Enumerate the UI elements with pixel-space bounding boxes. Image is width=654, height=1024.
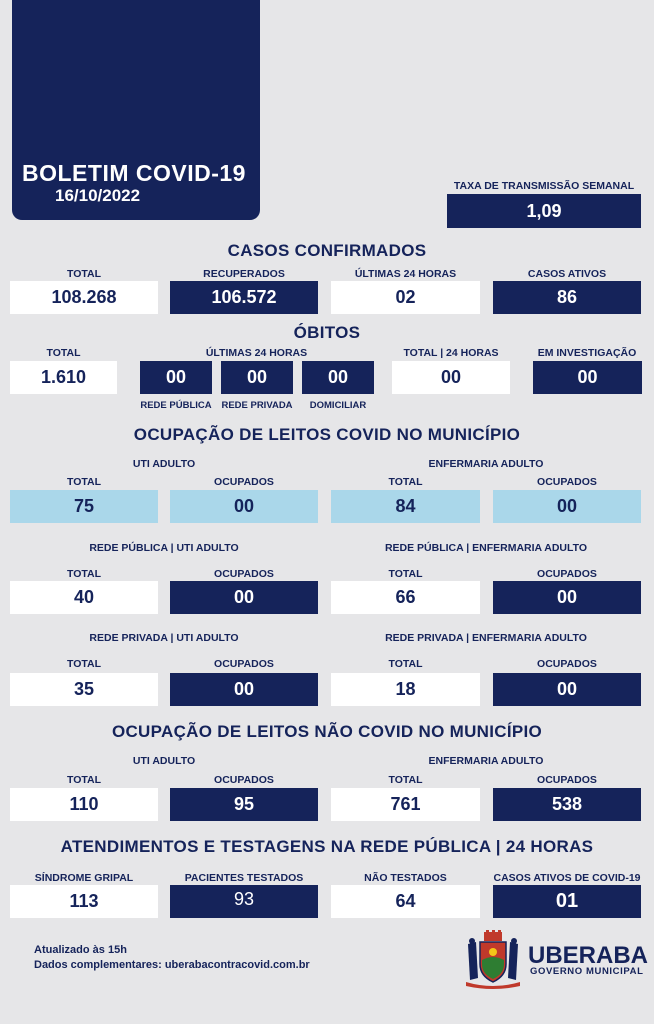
active-covid-label: CASOS ATIVOS DE COVID-19 [493,872,641,884]
non-covid-icu-occupied-value: 95 [170,788,318,821]
tested-label: PACIENTES TESTADOS [184,872,304,884]
covid-icu-label: UTI ADULTO [132,458,196,470]
not-tested-value: 64 [331,885,480,918]
cases-total-value: 108.268 [10,281,158,314]
covid-icu-occupied-label: OCUPADOS [214,476,274,488]
non-covid-ward-total-label: TOTAL [388,774,423,786]
public-ward-occupied-label: OCUPADOS [537,568,597,580]
non-covid-ward-occupied-value: 538 [493,788,641,821]
cases-active-value: 86 [493,281,641,314]
brand-name: UBERABA [528,942,648,969]
private-ward-label: REDE PRIVADA | ENFERMARIA ADULTO [385,632,587,644]
private-ward-total-value: 18 [331,673,480,706]
non-covid-icu-total-value: 110 [10,788,158,821]
extra-data-link[interactable]: Dados complementares: uberabacontracovid.com.br [34,959,310,971]
public-ward-label: REDE PÚBLICA | ENFERMARIA ADULTO [384,542,588,554]
transmission-rate-value: 1,09 [447,194,641,228]
deaths-home-value: 00 [302,361,374,394]
cases-24h-label: ÚLTIMAS 24 HORAS [354,268,457,280]
public-ward-total-label: TOTAL [388,568,423,580]
deaths-investigation-value: 00 [533,361,642,394]
public-icu-occupied-label: OCUPADOS [214,568,274,580]
deaths-total-label: TOTAL [46,347,81,359]
deaths-private-value: 00 [221,361,293,394]
deaths-total24-value: 00 [392,361,510,394]
covid-ward-label: ENFERMARIA ADULTO [428,458,544,470]
covid-beds-title: OCUPAÇÃO DE LEITOS COVID NO MUNICÍPIO [133,425,521,444]
non-covid-icu-total-label: TOTAL [66,774,102,786]
cases-recovered-label: RECUPERADOS [203,268,285,280]
deaths-public-label: REDE PÚBLICA [140,400,212,411]
active-covid-value: 01 [493,885,641,918]
public-icu-total-label: TOTAL [66,568,102,580]
private-icu-total-label: TOTAL [66,658,102,670]
private-icu-occupied-label: OCUPADOS [214,658,274,670]
updated-text: Atualizado às 15h [34,944,127,956]
deaths-private-label: REDE PRIVADA [221,400,293,411]
public-icu-total-value: 40 [10,581,158,614]
private-ward-occupied-label: OCUPADOS [537,658,597,670]
private-icu-label: REDE PRIVADA | UTI ADULTO [89,632,239,644]
brand-subtitle: GOVERNO MUNICIPAL [530,966,644,977]
private-icu-occupied-value: 00 [170,673,318,706]
not-tested-label: NÃO TESTADOS [364,872,447,884]
deaths-total-value: 1.610 [10,361,117,394]
deaths-title: ÓBITOS [293,323,361,342]
deaths-investigation-label: EM INVESTIGAÇÃO [537,347,637,359]
bulletin-title: BOLETIM COVID-19 [22,160,246,186]
tested-value: 93 [170,885,318,918]
flu-syndrome-value: 113 [10,885,158,918]
covid-icu-total-label: TOTAL [66,476,102,488]
covid-ward-total-label: TOTAL [388,476,423,488]
deaths-24h-label: ÚLTIMAS 24 HORAS [205,347,308,359]
cases-total-label: TOTAL [66,268,102,280]
private-icu-total-value: 35 [10,673,158,706]
deaths-home-label: DOMICILIAR [309,400,367,411]
non-covid-ward-total-value: 761 [331,788,480,821]
public-icu-occupied-value: 00 [170,581,318,614]
covid-icu-total-value: 75 [10,490,158,523]
non-covid-icu-label: UTI ADULTO [132,755,196,767]
non-covid-icu-occupied-label: OCUPADOS [214,774,274,786]
public-ward-total-value: 66 [331,581,480,614]
testing-title: ATENDIMENTOS E TESTAGENS NA REDE PÚBLICA | 24 HORAS [60,837,594,856]
private-ward-occupied-value: 00 [493,673,641,706]
cases-recovered-value: 106.572 [170,281,318,314]
cases-active-label: CASOS ATIVOS [527,268,607,280]
transmission-rate-label: TAXA DE TRANSMISSÃO SEMANAL [453,180,635,192]
non-covid-ward-label: ENFERMARIA ADULTO [428,755,544,767]
deaths-public-value: 00 [140,361,212,394]
cases-24h-value: 02 [331,281,480,314]
covid-icu-occupied-value: 00 [170,490,318,523]
flu-syndrome-label: SÍNDROME GRIPAL [34,872,134,884]
private-ward-total-label: TOTAL [388,658,423,670]
non-covid-ward-occupied-label: OCUPADOS [537,774,597,786]
covid-ward-occupied-value: 00 [493,490,641,523]
bulletin-date: 16/10/2022 [55,186,141,205]
deaths-total24-label: TOTAL | 24 HORAS [403,347,499,359]
non-covid-beds-title: OCUPAÇÃO DE LEITOS NÃO COVID NO MUNICÍPIO [111,722,543,741]
public-icu-label: REDE PÚBLICA | UTI ADULTO [89,542,239,554]
covid-ward-total-value: 84 [331,490,480,523]
coat-of-arms-icon [462,930,524,990]
covid-ward-occupied-label: OCUPADOS [537,476,597,488]
confirmed-cases-title: CASOS CONFIRMADOS [227,241,427,260]
public-ward-occupied-value: 00 [493,581,641,614]
